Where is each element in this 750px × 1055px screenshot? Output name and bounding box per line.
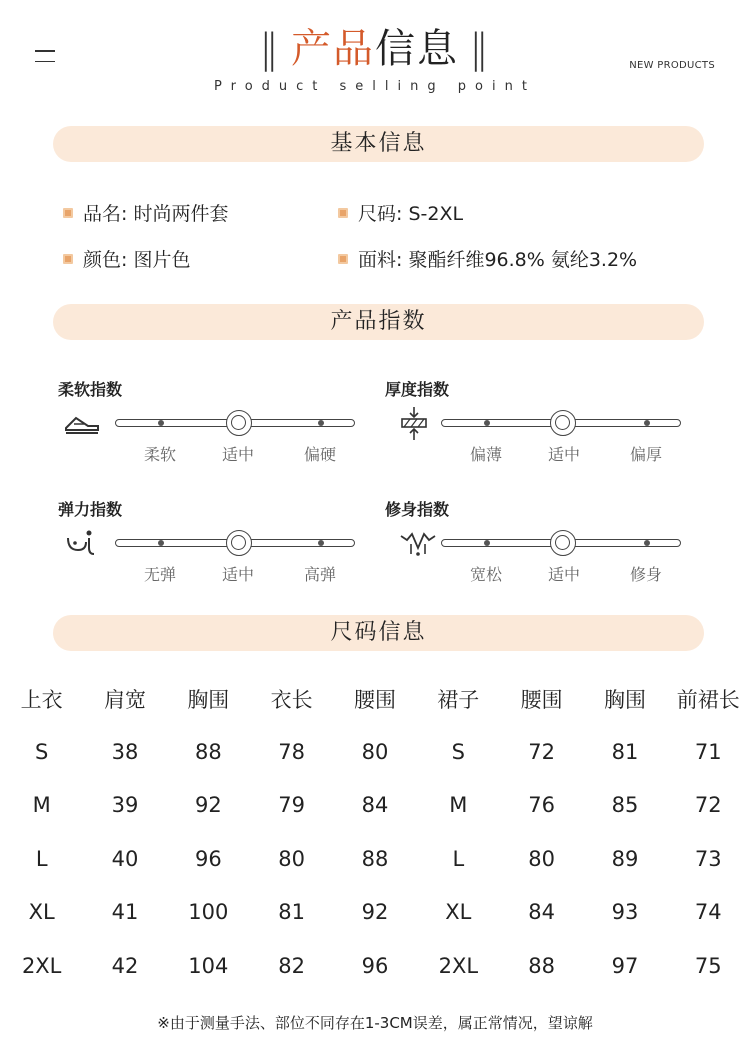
table-cell: L [35,846,48,871]
table-cell: M [449,793,468,818]
table-cell: 93 [611,900,639,925]
table-cell: 41 [111,900,139,925]
table-row [0,886,750,939]
bullet-icon [63,208,73,218]
table-cell: 97 [611,953,639,978]
table-row [0,832,750,885]
slider-thickness [441,419,681,427]
tick-label: 偏硬 [303,445,336,464]
table-cell: 2XL [438,953,479,978]
thickness-icon [398,406,438,434]
soft-icon [62,410,102,438]
table-cell: 80 [528,846,555,871]
page-subtitle: Product selling point [214,79,536,94]
table-cell: 78 [278,740,306,765]
table-cell: 88 [361,846,389,871]
table-cell: 81 [611,740,639,765]
index-title-softness: 柔软指数 [58,380,123,399]
tick-label: 柔软 [143,445,176,464]
column-header: 上衣 [20,687,63,712]
tick-label: 偏厚 [629,445,662,464]
title-main: 信息 [375,26,459,72]
table-cell: 42 [111,953,139,978]
slider-knob [550,410,576,436]
slider-knob [226,410,252,436]
slider-elasticity [115,539,355,547]
bullet-icon [63,254,73,264]
table-cell: 71 [694,740,722,765]
table-cell: 89 [611,846,639,871]
table-cell: 76 [528,793,555,818]
table-cell: 81 [278,900,306,925]
column-header: 腰围 [520,687,563,712]
table-cell: 88 [528,953,555,978]
slider-knob [550,530,576,556]
size-table [0,672,750,992]
info-item: 尺码: S-2XL [338,199,463,226]
table-row [0,939,750,992]
table-cell: L [452,846,465,871]
table-cell: S [451,740,465,765]
section-basic-info: 基本信息 [53,126,704,162]
column-header: 衣长 [270,687,313,712]
table-cell: 92 [361,900,389,925]
index-title-thickness: 厚度指数 [385,380,450,399]
table-cell: 40 [111,846,139,871]
column-header: 前裙长 [676,687,740,712]
tick-label: 适中 [547,445,580,464]
table-cell: 75 [694,953,722,978]
table-cell: 38 [111,740,139,765]
table-cell: 79 [278,793,306,818]
table-cell: 2XL [21,953,62,978]
table-cell: 82 [278,953,306,978]
table-cell: 84 [361,793,389,818]
new-products-badge: NEW PRODUCTS [629,60,715,71]
elastic-icon [64,528,104,556]
column-header: 胸围 [187,687,230,712]
index-title-fit: 修身指数 [385,500,450,519]
index-title-elasticity: 弹力指数 [58,500,123,519]
tick-label: 无弹 [143,565,176,584]
fit-icon [398,530,438,558]
tick-label: 适中 [547,565,580,584]
section-product-index: 产品指数 [53,304,704,340]
table-cell: 96 [194,846,222,871]
column-header: 腰围 [353,687,396,712]
table-cell: 92 [194,793,222,818]
tick-label: 偏薄 [469,445,502,464]
tick-label: 适中 [221,565,254,584]
measurement-note: ※由于测量手法、部位不同存在1-3CM误差，属正常情况，望谅解 [157,1014,593,1032]
tick-label: 宽松 [469,565,502,584]
column-header: 胸围 [603,687,646,712]
table-cell: 72 [694,793,722,818]
table-cell: 88 [194,740,222,765]
slider-knob [226,530,252,556]
table-cell: S [34,740,49,765]
table-cell: XL [445,900,472,925]
table-cell: 96 [361,953,389,978]
table-cell: M [32,793,51,818]
table-header-row [0,672,750,725]
bullet-icon [338,208,348,218]
table-row [0,725,750,778]
title-highlight: 产品 [291,26,375,72]
bullet-icon [338,254,348,264]
table-cell: 100 [188,900,229,925]
tick-label: 修身 [629,565,662,584]
table-cell: 84 [528,900,555,925]
table-cell: 85 [611,793,639,818]
table-row [0,779,750,832]
tick-label: 高弹 [303,565,336,584]
tick-label: 适中 [221,445,254,464]
table-cell: 104 [188,953,229,978]
table-cell: XL [28,900,55,925]
column-header: 裙子 [437,687,480,712]
slider-softness [115,419,355,427]
info-item: 品名: 时尚两件套 [63,199,228,226]
table-cell: 80 [278,846,306,871]
title-bar-right: ‖ [469,26,491,72]
table-cell: 74 [694,900,722,925]
info-item: 面料: 聚酯纤维96.8% 氨纶3.2% [338,245,637,272]
table-cell: 73 [694,846,722,871]
info-item: 颜色: 图片色 [63,245,190,272]
column-header: 肩宽 [103,687,146,712]
table-cell: 39 [111,793,139,818]
section-size-info: 尺码信息 [53,615,704,651]
table-cell: 72 [528,740,555,765]
title-bar-left: ‖ [259,26,281,72]
slider-fit [441,539,681,547]
table-cell: 80 [361,740,389,765]
